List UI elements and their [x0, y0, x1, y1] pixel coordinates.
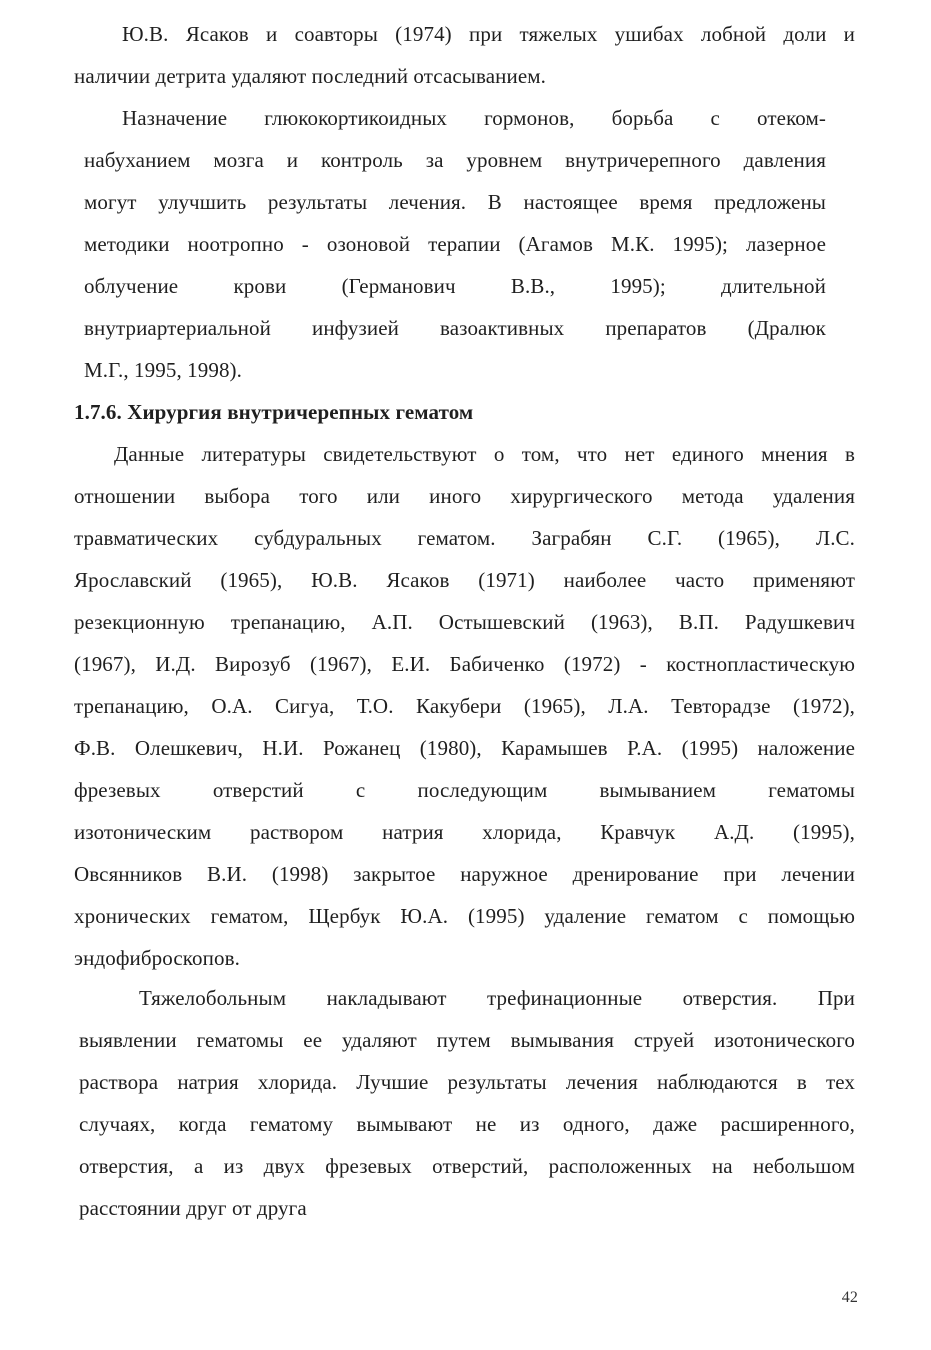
text-line: М.Г., 1995, 1998). [84, 358, 242, 382]
text-line: облучение крови (Германович В.В., 1995); длительной [84, 274, 826, 298]
section-heading [74, 391, 855, 433]
text-line: набуханием мозга и контроль за уровнем внутричерепного давления [84, 148, 826, 172]
text-line: Ярославский (1965), Ю.В. Ясаков (1971) наиболее часто применяют [74, 568, 855, 592]
text-line: расстоянии друг от друга [79, 1196, 307, 1220]
text-line: (1967), И.Д. Вирозуб (1967), Е.И. Бабиченко (1972) - костнопластическую [74, 652, 855, 676]
text-line: внутриартериальной инфузией вазоактивных препаратов (Дралюк [84, 316, 826, 340]
text-line: травматических субдуральных гематом. Заграбян С.Г. (1965), Л.С. [74, 526, 855, 550]
text-line: Назначение глюкокортикоидных гормонов, борьба с отеком- [122, 106, 826, 130]
text-line: Ф.В. Олешкевич, Н.И. Рожанец (1980), Карамышев Р.А. (1995) наложение [74, 736, 855, 760]
text-line: Тяжелобольным накладывают трефинационные отверстия. При [139, 986, 855, 1010]
page-number: 42 [841, 1289, 858, 1306]
text-line: фрезевых отверстий с последующим вымыванием гематомы [74, 778, 855, 802]
paragraph-4 [79, 977, 855, 1229]
text-line: наличии детрита удаляют последний отсасыванием. [74, 64, 547, 88]
text-line: отверстия, а из двух фрезевых отверстий, расположенных на небольшом [79, 1154, 855, 1178]
text-line: случаях, когда гематому вымывают не из одного, даже расширенного, [79, 1112, 855, 1136]
text-line: отношении выбора того или иного хирургического метода удаления [74, 484, 855, 508]
text-line: могут улучшить результаты лечения. В настоящее время предложены [84, 190, 826, 214]
text-line: выявлении гематомы ее удаляют путем вымывания струей изотонического [79, 1028, 855, 1052]
heading-text: 1.7.6. Хирургия внутричерепных гематом [74, 400, 474, 424]
text-line: эндофиброскопов. [74, 946, 240, 970]
text-line: раствора натрия хлорида. Лучшие результаты лечения наблюдаются в тех [79, 1070, 855, 1094]
text-line: методики ноотропно - озоновой терапии (Агамов М.К. 1995); лазерное [84, 232, 826, 256]
paragraph-2 [84, 97, 826, 391]
text-line: Данные литературы свидетельствуют о том, что нет единого мнения в [114, 442, 855, 466]
paragraph-3 [74, 433, 855, 979]
text-line: Овсянников В.И. (1998) закрытое наружное дренирование при лечении [74, 862, 855, 886]
text-line: трепанацию, О.А. Сигуа, Т.О. Какубери (1965), Л.А. Тевторадзе (1972), [74, 694, 855, 718]
text-line: изотоническим раствором натрия хлорида, Кравчук А.Д. (1995), [74, 820, 855, 844]
paragraph-1 [74, 13, 855, 97]
text-line: резекционную трепанацию, А.П. Остышевский (1963), В.П. Радушкевич [74, 610, 855, 634]
text-line: хронических гематом, Щербук Ю.А. (1995) удаление гематом с помощью [74, 904, 855, 928]
text-line: Ю.В. Ясаков и соавторы (1974) при тяжелых ушибах лобной доли и [122, 22, 855, 46]
